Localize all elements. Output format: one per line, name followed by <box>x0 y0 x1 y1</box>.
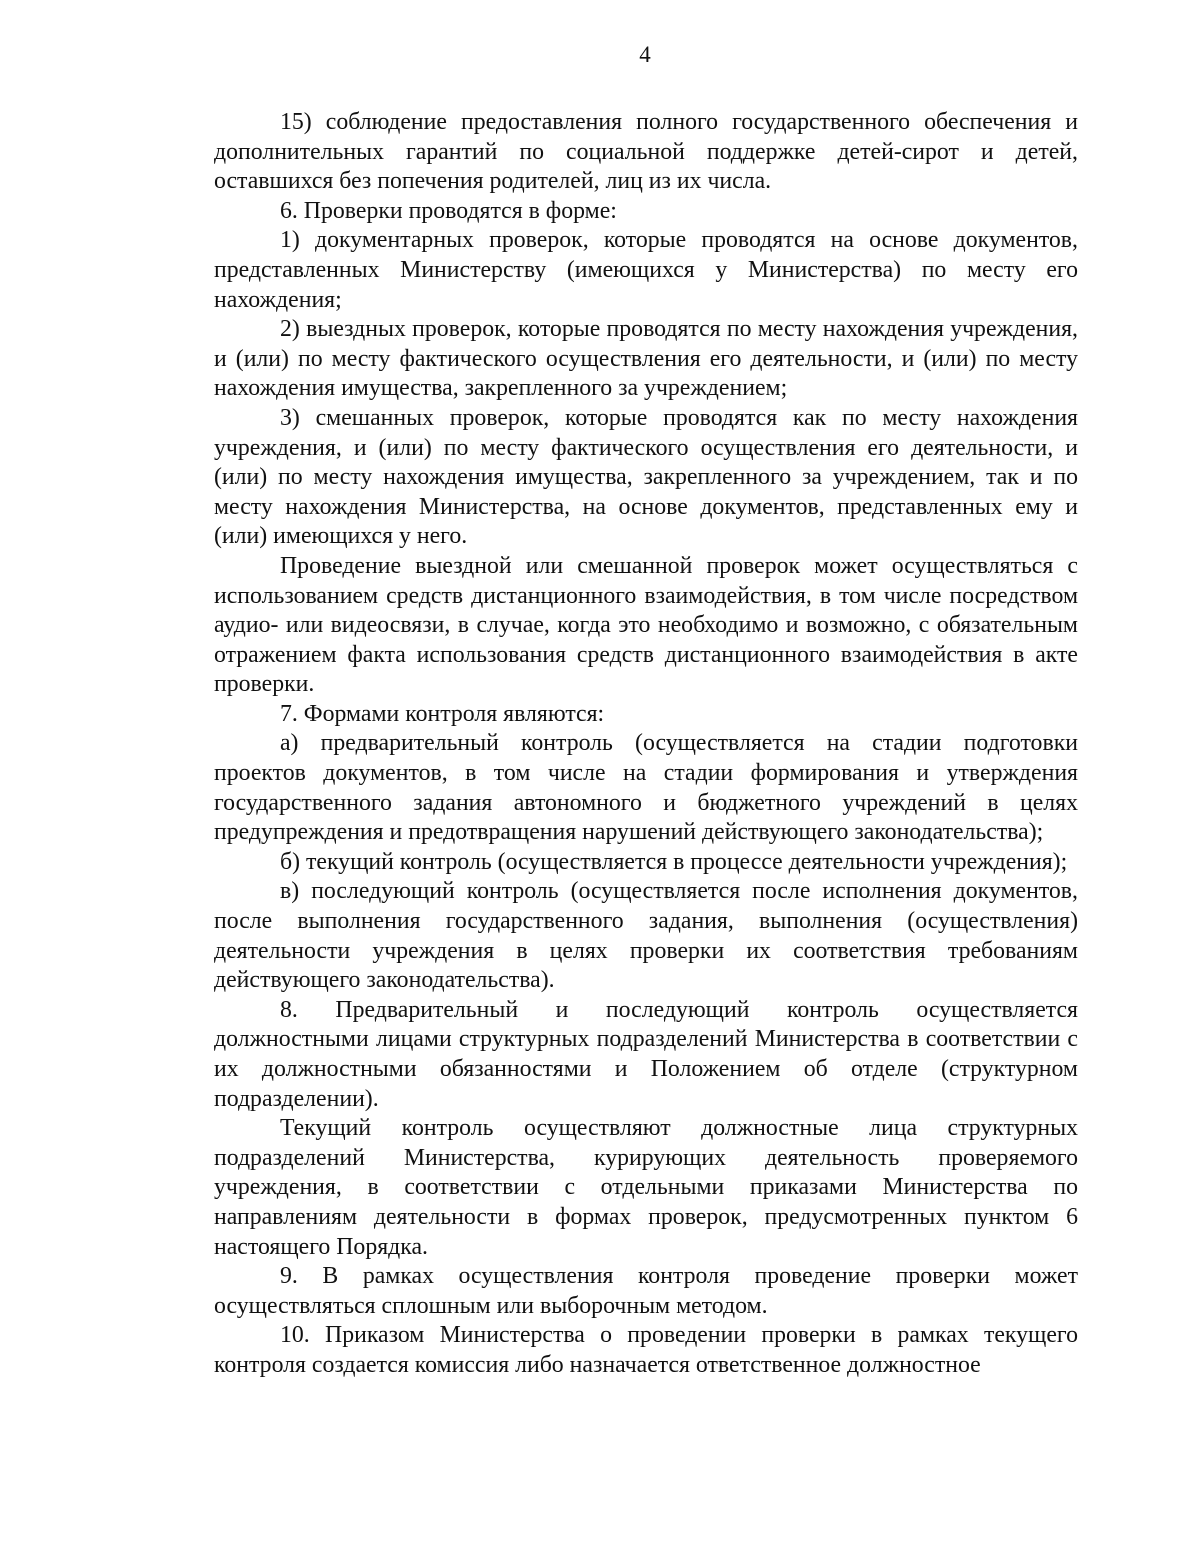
paragraph-field-checks: 2) выездных проверок, которые проводятся по месту нахождения учреждения, и (или) по месту фактического осуществления его деятельности, и (или) по месту нахождения имущества, закрепленного за учреждением; <box>214 316 1078 402</box>
paragraph-preliminary-control: а) предварительный контроль (осуществляется на стадии подготовки проектов документов, в том числе на стадии формирования и утверждения государственного задания автономного и бюджетного учреждений в целях предупреждения и предотвращения нарушений действующего законодательства); <box>214 730 1078 846</box>
paragraph-documentary-checks: 1) документарных проверок, которые проводятся на основе документов, представленных Министерству (имеющихся у Министерства) по месту его нахождения; <box>214 227 1078 313</box>
paragraph-remote-interaction: Проведение выездной или смешанной проверок может осуществляться с использованием средств дистанционного взаимодействия, в том числе посредством аудио- или видеосвязи, в случае, когда это необходимо и возможно, с обязательным отражением факта использования средств дистанционного взаимодействия в акте проверки. <box>214 552 1078 698</box>
paragraph-section-9: 9. В рамках осуществления контроля проведение проверки может осуществляться сплошным или выборочным методом. <box>214 1263 1078 1319</box>
paragraph-mixed-checks: 3) смешанных проверок, которые проводятся как по месту нахождения учреждения, и (или) по месту фактического осуществления его деятельности, и (или) по месту нахождения имущества, закрепленного за учреждением, так и по месту нахождения Министерства, на основе документов, представленных ему и (или) имеющихся у него. <box>214 404 1078 550</box>
paragraph-current-control: б) текущий контроль (осуществляется в процессе деятельности учреждения); <box>280 848 1068 875</box>
paragraph-current-control-officials: Текущий контроль осуществляют должностные лица структурных подразделений Министерства, курирующих деятельность проверяемого учреждения, в соответствии с отдельными приказами Министерства по направлениям деятельности в формах проверок, предусмотренных пунктом 6 настоящего Порядка. <box>214 1115 1078 1260</box>
paragraph-section-7: 7. Формами контроля являются: <box>280 700 605 727</box>
paragraph-section-10: 10. Приказом Министерства о проведении проверки в рамках текущего контроля создается комиссия либо назначается ответственное должностное <box>214 1322 1078 1378</box>
paragraph-subsequent-control: в) последующий контроль (осуществляется после исполнения документов, после выполнения государственного задания, выполнения (осуществления) деятельности учреждения в целях проверки их соответствия требованиям действующего законодательства). <box>214 878 1078 994</box>
paragraph-item-15: 15) соблюдение предоставления полного государственного обеспечения и дополнительных гарантий по социальной поддержке детей-сирот и детей, оставшихся без попечения родителей, лиц из их числа. <box>214 109 1078 195</box>
paragraph-section-6: 6. Проверки проводятся в форме: <box>280 197 617 224</box>
page-number: 4 <box>639 42 651 67</box>
paragraph-section-8: 8. Предварительный и последующий контроль осуществляется должностными лицами структурных подразделений Министерства в соответствии с их должностными обязанностями и Положением об отделе (структурном подразделении). <box>214 996 1078 1112</box>
document-body <box>214 108 1078 1381</box>
